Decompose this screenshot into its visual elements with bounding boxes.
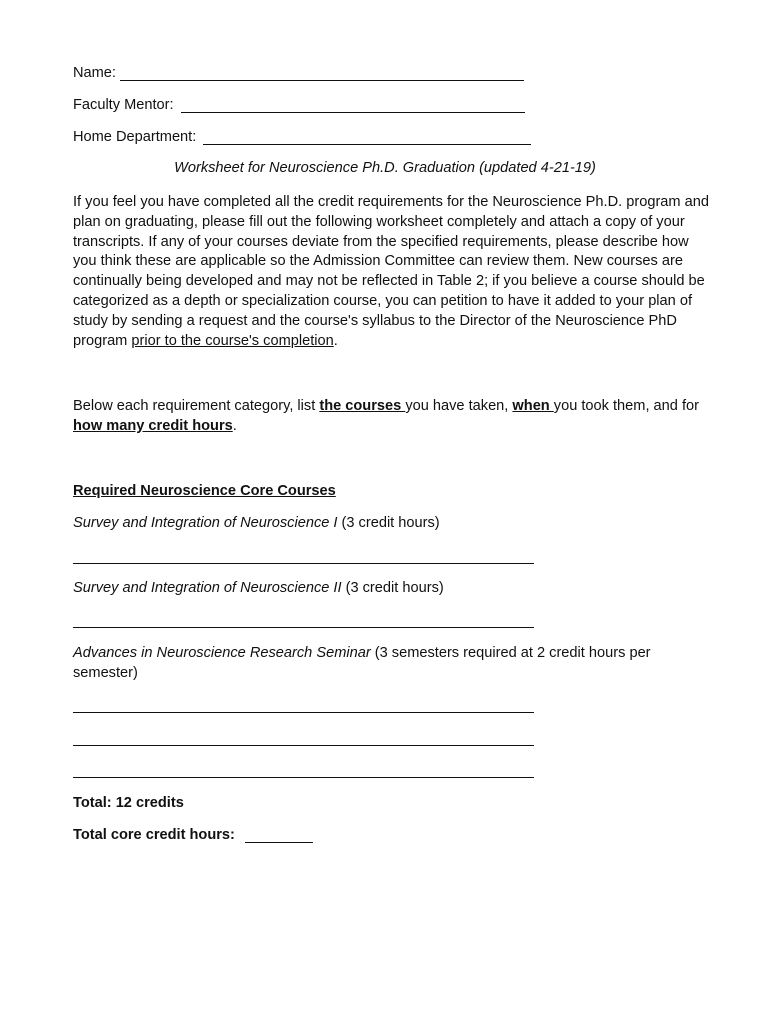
- instructions-part1: Below each requirement category, list: [73, 398, 320, 414]
- instructions-part3: you took them, and for: [553, 398, 699, 414]
- course-name: Survey and Integration of Neuroscience II: [73, 580, 342, 596]
- course-entry-line[interactable]: [73, 627, 534, 628]
- course-entry-line[interactable]: [73, 745, 534, 746]
- instructions-part2: you have taken,: [405, 398, 513, 414]
- total-core-credit-hours-label: Total core credit hours:: [73, 827, 235, 843]
- core-courses-heading: Required Neuroscience Core Courses: [73, 483, 336, 499]
- worksheet-title: Worksheet for Neuroscience Ph.D. Graduation (updated 4-21-19): [174, 160, 596, 176]
- intro-text: If you feel you have completed all the credit requirements for the Neuroscience Ph.D. program and plan on graduating, please fill out the following worksheet completely and attach a copy of your transcripts. If any of your courses deviate from the specified requirements, please describe how you think these are applicable so the Admission Committee can review them. New courses are continually being developed and may not be reflected in Table 2; if you believe a course should be categorized as a depth or specialization course, you can petition to have it added to your plan of study by sending a request and the course's syllabus to the Director of the Neuroscience PhD program: [73, 194, 709, 349]
- faculty-mentor-field[interactable]: [181, 112, 525, 113]
- instructions-paragraph: [73, 397, 713, 437]
- instructions-bold-when: when: [512, 398, 554, 414]
- course-detail: (3 credit hours): [337, 515, 440, 531]
- course-name: Advances in Neuroscience Research Seminar: [73, 645, 371, 661]
- course-entry-line[interactable]: [73, 563, 534, 564]
- intro-end: .: [333, 332, 338, 349]
- total-core-credit-hours-field[interactable]: [245, 842, 313, 843]
- course-detail: (3 semesters required at 2 credit hours per semester): [73, 645, 651, 681]
- course-requirement: [73, 580, 444, 596]
- course-requirement: [73, 515, 440, 531]
- home-department-label: Home Department:: [73, 129, 197, 145]
- course-entry-line[interactable]: [73, 777, 534, 778]
- instructions-bold-courses: the courses: [319, 398, 406, 414]
- intro-paragraph: [73, 193, 713, 351]
- instructions-bold-credit-hours: how many credit hours: [73, 417, 233, 434]
- total-credits: Total: 12 credits: [73, 795, 184, 811]
- intro-underlined-text: prior to the course's completion: [131, 332, 334, 349]
- course-entry-line[interactable]: [73, 712, 534, 713]
- course-detail: (3 credit hours): [341, 580, 444, 596]
- name-label: Name:: [73, 65, 116, 81]
- instructions-end: .: [232, 417, 237, 434]
- course-requirement: [73, 644, 703, 684]
- faculty-mentor-label: Faculty Mentor:: [73, 97, 174, 113]
- name-field[interactable]: [120, 80, 524, 81]
- course-name: Survey and Integration of Neuroscience I: [73, 515, 338, 531]
- home-department-field[interactable]: [203, 144, 531, 145]
